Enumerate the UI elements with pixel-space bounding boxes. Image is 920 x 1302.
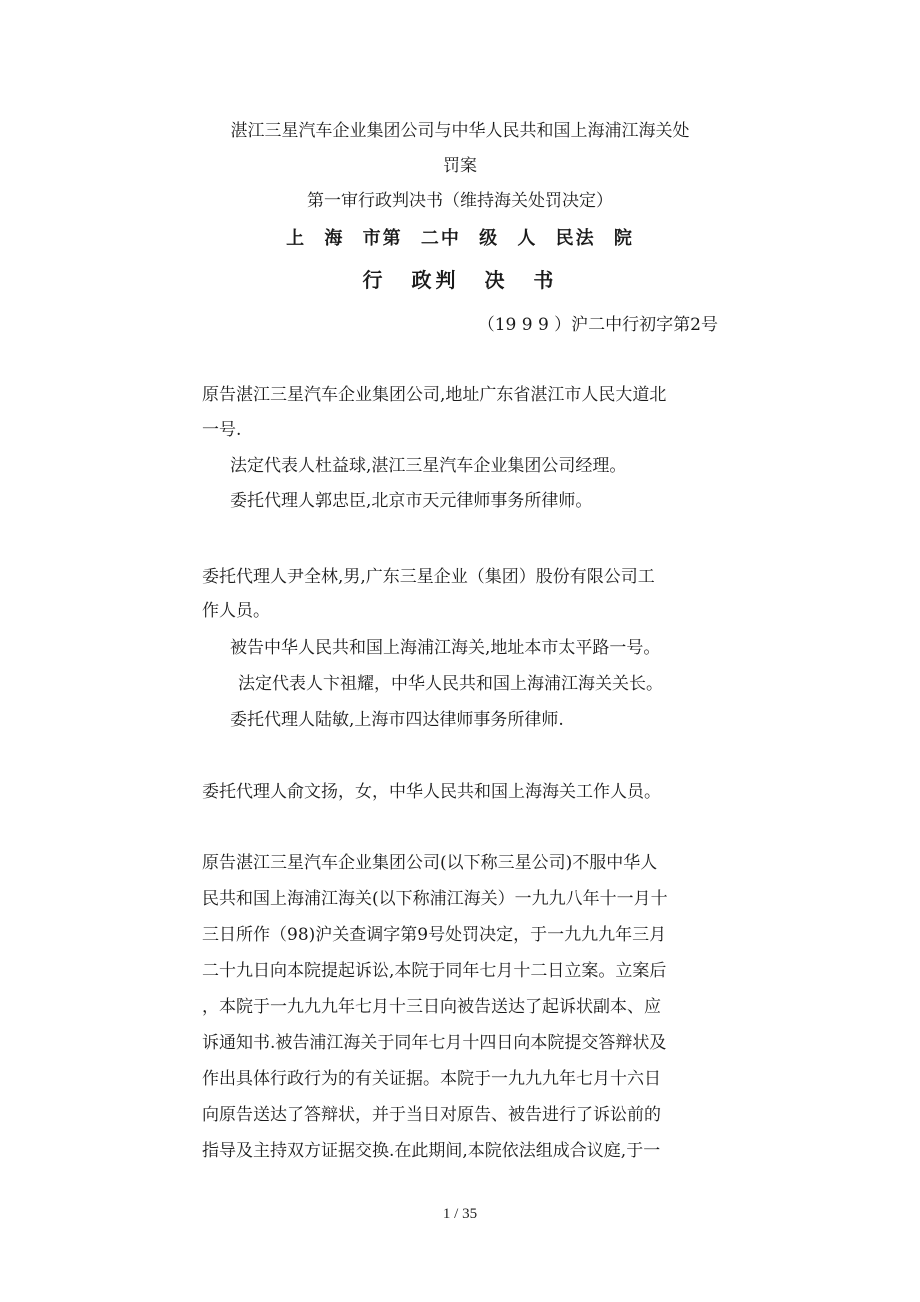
paragraph-line: ，本院于一九九九年七月十三日向被告送达了起诉状副本、应 [202,997,661,1017]
paragraph-line: 二十九日向本院提起诉讼,本院于同年七月十二日立案。立案后 [202,961,667,981]
case-title-line-1: 湛江三星汽车企业集团公司与中华人民共和国上海浦江海关处 [230,121,690,141]
paragraph-line: 法定代表人杜益球,湛江三星汽车企业集团公司经理。 [230,456,627,476]
paragraph-line: 法定代表人卞祖耀，中华人民共和国上海浦江海关关长。 [238,674,663,694]
case-subtitle: 第一审行政判决书（维持海关处罚决定） [307,191,613,211]
case-number: （19 9 9 ）沪二中行初字第2号 [477,315,718,335]
court-name: 上 海 市第 二中 级 人 民法 院 [286,228,634,249]
paragraph-line: 民共和国上海浦江海关(以下称浦江海关）一九九八年十一月十 [202,889,668,909]
page-indicator: 1 / 35 [442,1206,478,1222]
case-title-line-2: 罚案 [443,156,477,176]
document-type-heading: 行 政判 决 书 [362,268,558,292]
paragraph-line: 一号. [202,420,242,440]
paragraph-line: 诉通知书.被告浦江海关于同年七月十四日向本院提交答辩状及 [202,1033,667,1053]
paragraph-line: 向原告送达了答辩状，并于当日对原告、被告进行了诉讼前的 [202,1105,661,1125]
paragraph-line: 原告湛江三星汽车企业集团公司,地址广东省湛江市人民大道北 [202,385,667,405]
paragraph-line: 三日所作（98)沪关查调字第9号处罚决定，于一九九九年三月 [202,925,667,945]
paragraph-line: 委托代理人尹全林,男,广东三星企业（集团）股份有限公司工 [202,567,655,587]
paragraph-line: 被告中华人民共和国上海浦江海关,地址本市太平路一号。 [230,638,661,658]
paragraph-line: 委托代理人俞文扬，女，中华人民共和国上海海关工作人员。 [202,782,661,802]
paragraph-line: 指导及主持双方证据交换.在此期间,本院依法组成合议庭,于一 [202,1141,661,1161]
paragraph-line: 委托代理人陆敏,上海市四达律师事务所律师. [230,710,564,730]
paragraph-line: 原告湛江三星汽车企业集团公司(以下称三星公司)不服中华人 [202,853,658,873]
paragraph-line: 作出具体行政行为的有关证据。本院于一九九九年七月十六日 [202,1069,661,1089]
paragraph-line: 作人员。 [202,601,270,621]
paragraph-line: 委托代理人郭忠臣,北京市天元律师事务所律师。 [230,491,593,511]
